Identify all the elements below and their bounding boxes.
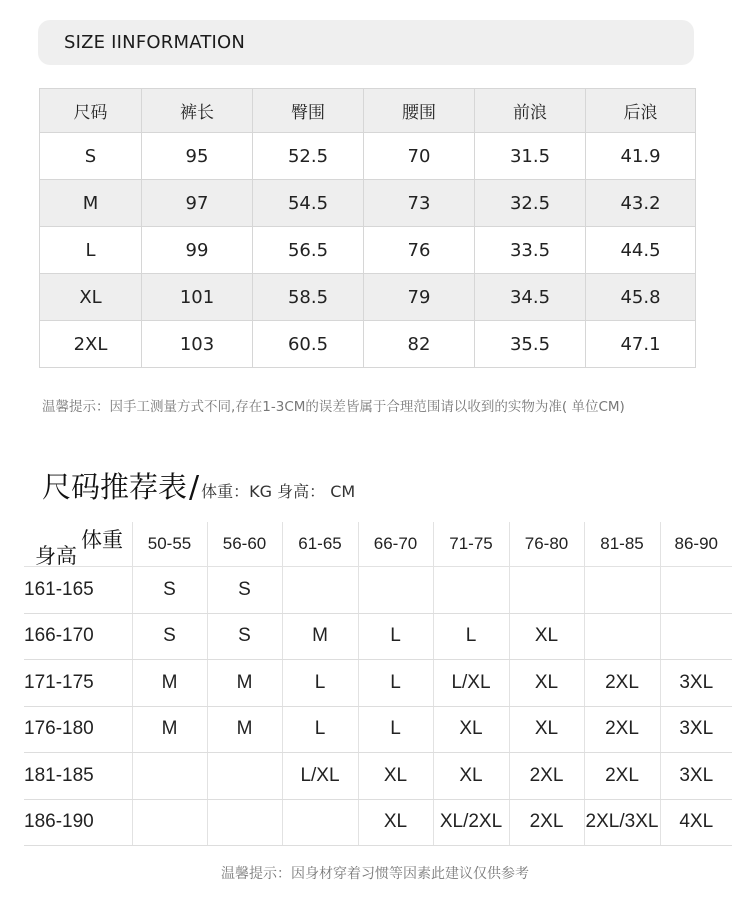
- recommended-size-cell: [509, 567, 584, 614]
- recommended-size-cell: M: [207, 706, 282, 753]
- table-cell: 101: [142, 274, 253, 321]
- recommend-row: [24, 706, 732, 753]
- recommend-title: [42, 465, 355, 506]
- table-cell: M: [40, 180, 142, 227]
- recommend-note: 温馨提示：因身材穿着习惯等因素此建议仅供参考: [221, 866, 529, 882]
- size-table-row: [40, 321, 696, 368]
- recommended-size-cell: M: [207, 660, 282, 707]
- table-cell: 31.5: [475, 133, 586, 180]
- column-header: 尺码: [40, 89, 142, 133]
- recommended-size-cell: [207, 753, 282, 800]
- size-table-header-row: [40, 89, 696, 133]
- recommended-size-cell: 2XL: [584, 660, 660, 707]
- weight-range-header: 86-90: [660, 522, 732, 567]
- recommended-size-cell: [433, 567, 509, 614]
- recommended-size-cell: L: [282, 660, 358, 707]
- recommended-size-cell: [132, 799, 207, 846]
- recommended-size-cell: [584, 567, 660, 614]
- table-cell: 43.2: [586, 180, 696, 227]
- table-cell: 99: [142, 227, 253, 274]
- recommend-title-units: 体重：KG 身高： CM: [201, 482, 356, 501]
- table-cell: S: [40, 133, 142, 180]
- table-cell: 56.5: [253, 227, 364, 274]
- recommended-size-cell: 2XL: [584, 706, 660, 753]
- size-table-row: [40, 133, 696, 180]
- recommend-row: [24, 613, 732, 660]
- recommend-row: [24, 660, 732, 707]
- size-table-row: [40, 180, 696, 227]
- table-cell: 44.5: [586, 227, 696, 274]
- table-cell: 45.8: [586, 274, 696, 321]
- column-header: 腰围: [364, 89, 475, 133]
- recommended-size-cell: XL/2XL: [433, 799, 509, 846]
- table-cell: 97: [142, 180, 253, 227]
- table-cell: 41.9: [586, 133, 696, 180]
- column-header: 后浪: [586, 89, 696, 133]
- table-cell: 73: [364, 180, 475, 227]
- recommend-row: [24, 753, 732, 800]
- recommended-size-cell: L: [282, 706, 358, 753]
- recommended-size-cell: L/XL: [433, 660, 509, 707]
- height-range-label: 186-190: [24, 799, 132, 846]
- table-cell: 58.5: [253, 274, 364, 321]
- recommended-size-cell: L: [358, 613, 433, 660]
- recommended-size-cell: XL: [358, 753, 433, 800]
- weight-axis-label: 体重: [81, 529, 123, 552]
- recommended-size-cell: [660, 613, 732, 660]
- recommended-size-cell: S: [132, 613, 207, 660]
- table-cell: 32.5: [475, 180, 586, 227]
- table-cell: 2XL: [40, 321, 142, 368]
- column-header: 前浪: [475, 89, 586, 133]
- recommended-size-cell: 2XL: [584, 753, 660, 800]
- recommended-size-cell: S: [207, 567, 282, 614]
- weight-range-header: 66-70: [358, 522, 433, 567]
- corner-cell: [24, 522, 132, 567]
- table-cell: 54.5: [253, 180, 364, 227]
- recommended-size-cell: L: [433, 613, 509, 660]
- table-cell: 34.5: [475, 274, 586, 321]
- recommended-size-cell: 2XL: [509, 753, 584, 800]
- table-cell: L: [40, 227, 142, 274]
- height-axis-label: 身高: [35, 545, 77, 568]
- recommended-size-cell: S: [207, 613, 282, 660]
- table-cell: 60.5: [253, 321, 364, 368]
- recommend-row: [24, 799, 732, 846]
- recommended-size-cell: [358, 567, 433, 614]
- recommended-size-cell: XL: [509, 613, 584, 660]
- recommended-size-cell: [282, 567, 358, 614]
- size-measurement-table: [39, 88, 696, 368]
- size-info-title: SIZE IINFORMATION: [64, 32, 246, 53]
- table-cell: 52.5: [253, 133, 364, 180]
- recommended-size-cell: XL: [433, 706, 509, 753]
- recommended-size-cell: 2XL: [509, 799, 584, 846]
- recommended-size-cell: [584, 613, 660, 660]
- recommended-size-cell: [207, 799, 282, 846]
- recommended-size-cell: XL: [509, 706, 584, 753]
- recommend-title-slash: /: [189, 470, 200, 505]
- size-table-row: [40, 227, 696, 274]
- height-range-label: 166-170: [24, 613, 132, 660]
- measurement-note: 温馨提示：因手工测量方式不同,存在1-3CM的误差皆属于合理范围请以收到的实物为准( 单位CM): [42, 399, 625, 415]
- column-header: 臀围: [253, 89, 364, 133]
- column-header: 裤长: [142, 89, 253, 133]
- table-cell: 70: [364, 133, 475, 180]
- recommended-size-cell: 3XL: [660, 660, 732, 707]
- recommended-size-cell: [132, 753, 207, 800]
- table-cell: 103: [142, 321, 253, 368]
- recommended-size-cell: 3XL: [660, 706, 732, 753]
- size-recommendation-table: [24, 522, 732, 846]
- recommended-size-cell: XL: [509, 660, 584, 707]
- recommended-size-cell: S: [132, 567, 207, 614]
- recommended-size-cell: XL: [433, 753, 509, 800]
- recommended-size-cell: [660, 567, 732, 614]
- weight-range-header: 56-60: [207, 522, 282, 567]
- table-cell: 33.5: [475, 227, 586, 274]
- table-cell: 35.5: [475, 321, 586, 368]
- recommend-row: [24, 567, 732, 614]
- size-table-row: [40, 274, 696, 321]
- table-cell: 82: [364, 321, 475, 368]
- recommended-size-cell: M: [282, 613, 358, 660]
- weight-range-header: 61-65: [282, 522, 358, 567]
- recommended-size-cell: [282, 799, 358, 846]
- weight-range-header: 76-80: [509, 522, 584, 567]
- weight-range-header: 81-85: [584, 522, 660, 567]
- table-cell: 76: [364, 227, 475, 274]
- recommended-size-cell: L/XL: [282, 753, 358, 800]
- weight-range-header: 50-55: [132, 522, 207, 567]
- recommended-size-cell: 2XL/3XL: [584, 799, 660, 846]
- recommended-size-cell: M: [132, 660, 207, 707]
- recommended-size-cell: XL: [358, 799, 433, 846]
- recommended-size-cell: 3XL: [660, 753, 732, 800]
- recommend-header-row: [24, 522, 732, 567]
- height-range-label: 161-165: [24, 567, 132, 614]
- table-cell: 79: [364, 274, 475, 321]
- recommended-size-cell: 4XL: [660, 799, 732, 846]
- recommend-title-main: 尺码推荐表: [42, 470, 188, 504]
- recommended-size-cell: L: [358, 660, 433, 707]
- weight-range-header: 71-75: [433, 522, 509, 567]
- height-range-label: 181-185: [24, 753, 132, 800]
- table-cell: XL: [40, 274, 142, 321]
- recommended-size-cell: M: [132, 706, 207, 753]
- height-range-label: 176-180: [24, 706, 132, 753]
- table-cell: 47.1: [586, 321, 696, 368]
- size-info-header: [38, 20, 694, 65]
- table-cell: 95: [142, 133, 253, 180]
- height-range-label: 171-175: [24, 660, 132, 707]
- recommended-size-cell: L: [358, 706, 433, 753]
